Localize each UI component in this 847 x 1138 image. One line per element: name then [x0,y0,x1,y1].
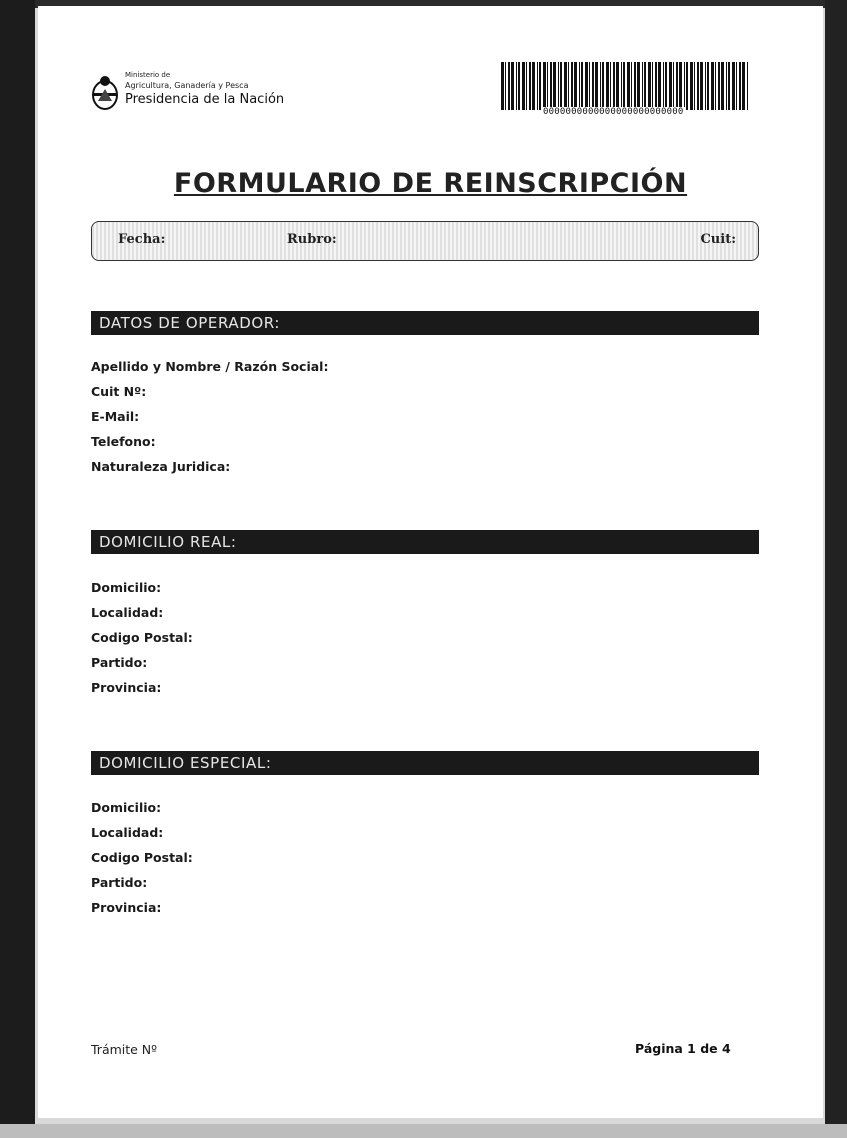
rubro-label: Rubro: [287,232,337,247]
barcode-bar [718,62,720,110]
barcode-bar [721,62,724,110]
field-naturaleza-juridica: Naturaleza Juridica: [91,459,231,474]
barcode-bar [700,62,703,110]
barcode [501,62,751,122]
barcode-bar [679,62,682,110]
barcode-bar [537,62,538,110]
barcode-bar [631,62,632,110]
barcode-bar [621,62,622,110]
scan-border-bottom [0,1124,847,1138]
field-real-localidad: Localidad: [91,605,164,620]
barcode-bar [501,62,504,110]
page-number: Página 1 de 4 [635,1041,731,1056]
field-especial-partido: Partido: [91,875,148,890]
barcode-bar [571,62,573,110]
barcode-bar [690,62,693,110]
scan-border-right [825,0,847,1138]
barcode-bar [655,62,657,110]
barcode-bar [585,62,588,110]
document-page [38,6,823,1118]
barcode-bar [539,62,541,110]
barcode-bar [532,62,535,110]
section-heading-domicilio-real: DOMICILIO REAL: [91,530,759,554]
barcode-bar [673,62,674,110]
barcode-bar [568,62,569,110]
barcode-bar [732,62,735,110]
field-real-codigo-postal: Codigo Postal: [91,630,193,645]
barcode-bar [600,62,601,110]
field-razon-social: Apellido y Nombre / Razón Social: [91,359,329,374]
barcode-bar [665,62,667,110]
barcode-bar [558,62,559,110]
barcode-bar [694,62,695,110]
barcode-bar [742,62,745,110]
barcode-bar [715,62,716,110]
barcode-bar [592,62,594,110]
barcode-bars [501,62,751,110]
barcode-bar [739,62,741,110]
field-telefono: Telefono: [91,434,156,449]
national-seal-icon [91,75,119,111]
barcode-bar [747,62,748,110]
tramite-label: Trámite Nº [91,1042,158,1057]
field-especial-codigo-postal: Codigo Postal: [91,850,193,865]
section-heading-domicilio-especial: DOMICILIO ESPECIAL: [91,751,759,775]
barcode-bar [642,62,643,110]
cuit-label: Cuit: [700,232,736,247]
barcode-bar [553,62,556,110]
barcode-bar [610,62,611,110]
barcode-bar [684,62,685,110]
barcode-bar [676,62,678,110]
field-especial-localidad: Localidad: [91,825,164,840]
fecha-label: Fecha: [118,232,166,247]
page-title: FORMULARIO DE REINSCRIPCIÓN [173,168,688,199]
barcode-bar [669,62,672,110]
barcode-bar [736,62,737,110]
barcode-bar [518,62,520,110]
barcode-bar [543,62,546,110]
barcode-bar [579,62,580,110]
field-real-partido: Partido: [91,655,148,670]
barcode-bar [728,62,730,110]
barcode-bar [516,62,517,110]
barcode-bar [711,62,714,110]
barcode-bar [547,62,548,110]
ministry-logo [91,71,311,121]
barcode-bar [595,62,598,110]
field-real-provincia: Provincia: [91,680,162,695]
barcode-bar [529,62,531,110]
ministry-line-1: Ministerio de [125,71,171,79]
barcode-bar [663,62,664,110]
barcode-bar [697,62,699,110]
field-especial-provincia: Provincia: [91,900,162,915]
barcode-bar [652,62,653,110]
barcode-bar [648,62,651,110]
barcode-number: 0000000000000000000000000 [543,107,684,117]
barcode-bar [705,62,706,110]
scan-border-left [0,0,35,1138]
barcode-bar [508,62,510,110]
barcode-bar [613,62,615,110]
barcode-bar [606,62,609,110]
barcode-bar [627,62,630,110]
barcode-bar [658,62,661,110]
barcode-bar [589,62,590,110]
barcode-bar [526,62,527,110]
barcode-bar [511,62,514,110]
info-bar [91,221,759,261]
barcode-bar [644,62,646,110]
barcode-bar [560,62,562,110]
field-cuit: Cuit Nº: [91,384,147,399]
barcode-bar [602,62,604,110]
barcode-bar [550,62,552,110]
ministry-line-3: Presidencia de la Nación [125,92,285,107]
barcode-bar [686,62,688,110]
section-heading-operador: DATOS DE OPERADOR: [91,311,759,335]
barcode-bar [634,62,636,110]
field-especial-domicilio: Domicilio: [91,800,162,815]
barcode-bar [564,62,567,110]
ministry-line-2: Agricultura, Ganadería y Pesca [125,81,249,90]
field-real-domicilio: Domicilio: [91,580,162,595]
barcode-bar [581,62,583,110]
barcode-bar [623,62,625,110]
barcode-bar [637,62,640,110]
barcode-bar [522,62,525,110]
barcode-bar [616,62,619,110]
barcode-bar [505,62,506,110]
barcode-bar [574,62,577,110]
field-email: E-Mail: [91,409,140,424]
barcode-bar [726,62,727,110]
barcode-bar [707,62,709,110]
